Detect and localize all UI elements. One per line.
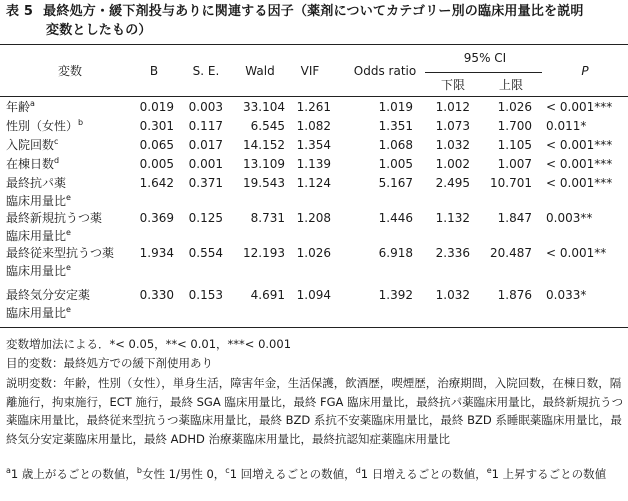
row-label-line2: 臨床用量比 — [6, 306, 67, 320]
row-label-sup2: e — [66, 305, 71, 314]
row-label-line2: 臨床用量比 — [6, 229, 67, 243]
cell-p: < 0.001** — [546, 246, 607, 260]
cell-hi: 1.007 — [497, 157, 532, 171]
header-p: P — [581, 64, 589, 78]
header-95ci: 95% CI — [463, 51, 507, 65]
note-text: 1 歳上がるごとの数値， — [10, 467, 137, 481]
cell-p: 0.003** — [546, 211, 593, 225]
cell-p: 0.033* — [546, 288, 587, 302]
bottom-rule — [0, 327, 628, 328]
cell-or: 5.167 — [378, 176, 413, 190]
row-label — [6, 174, 71, 210]
row-label-sup: c — [54, 137, 59, 146]
cell-wald: 33.104 — [243, 100, 285, 114]
cell-wald: 14.152 — [243, 138, 285, 152]
table-number: 表 5 — [6, 4, 34, 19]
cell-wald: 19.543 — [243, 176, 285, 190]
cell-or: 1.019 — [378, 100, 413, 114]
cell-lo: 1.132 — [435, 211, 470, 225]
cell-lo: 1.073 — [435, 119, 470, 133]
cell-wald: 4.691 — [250, 288, 285, 302]
cell-b: 0.065 — [139, 138, 174, 152]
cell-lo: 2.336 — [435, 246, 470, 260]
cell-hi: 1.026 — [497, 100, 532, 114]
table-title-line1: 最終処方・緩下剤投与ありに関連する因子（薬剤についてカテゴリー別の臨床用量比を説明 — [43, 4, 584, 19]
row-label — [6, 155, 59, 173]
cell-p: < 0.001*** — [546, 138, 613, 152]
cell-or: 1.068 — [378, 138, 413, 152]
header-odds-ratio: Odds ratio — [353, 64, 417, 78]
row-label-text: 最終新規抗うつ薬 — [6, 211, 103, 225]
footnote-target: 目的変数：最終処方での緩下剤使用あり — [6, 356, 213, 370]
row-label-text: 年齢 — [6, 100, 31, 114]
row-label — [6, 244, 114, 280]
cell-b: 0.330 — [139, 288, 174, 302]
cell-hi: 10.701 — [490, 176, 532, 190]
note-sup: d — [355, 466, 361, 476]
note-text: 1 上昇するごとの数値 — [491, 467, 607, 481]
cell-p: < 0.001*** — [546, 176, 613, 190]
row-label — [6, 98, 35, 116]
note-sup: e — [486, 466, 492, 476]
row-label — [6, 209, 102, 245]
cell-vif: 1.082 — [296, 119, 331, 133]
cell-vif: 1.354 — [296, 138, 331, 152]
cell-lo: 1.032 — [435, 138, 470, 152]
row-label-sup: a — [30, 99, 35, 108]
cell-or: 1.005 — [378, 157, 413, 171]
note-text: 1 回増えるごとの数値， — [229, 467, 356, 481]
cell-b: 1.642 — [139, 176, 174, 190]
cell-lo: 1.032 — [435, 288, 470, 302]
cell-vif: 1.139 — [296, 157, 331, 171]
cell-se: 0.554 — [188, 246, 223, 260]
footnote-method: 変数増加法による．*< 0.05，**< 0.01，***< 0.001 — [6, 337, 292, 351]
row-label-sup: b — [78, 118, 84, 127]
top-rule — [0, 44, 628, 45]
note-sup: b — [136, 466, 142, 476]
cell-or: 6.918 — [378, 246, 413, 260]
note-text: 1 日増えるごとの数値， — [360, 467, 487, 481]
cell-vif: 1.094 — [296, 288, 331, 302]
cell-b: 0.369 — [139, 211, 174, 225]
row-label — [6, 136, 58, 154]
cell-hi: 1.876 — [497, 288, 532, 302]
row-label-sup2: e — [66, 228, 71, 237]
header-b: B — [149, 64, 159, 78]
header-vif: VIF — [300, 64, 320, 78]
cell-se: 0.017 — [188, 138, 223, 152]
cell-vif: 1.208 — [296, 211, 331, 225]
cell-p: < 0.001*** — [546, 157, 613, 171]
header-upper: 上限 — [498, 78, 523, 92]
cell-wald: 13.109 — [243, 157, 285, 171]
cell-lo: 1.002 — [435, 157, 470, 171]
row-label-line2: 臨床用量比 — [6, 194, 67, 208]
row-label — [6, 286, 90, 322]
footnote-explanatory: 説明変数：年齢，性別（女性），単身生活，障害年金，生活保護，飲酒歴，喫煙歴，治療期間，入院回数，在棟日数，隔離施行，拘束施行，ECT 施行，最終 SGA 臨床用量比，最終 FGA 臨床用量比，最終抗パ薬臨床用量比，最終新規抗うつ薬臨床用量比，最終従来型抗うつ薬臨床用量比，最終 BZD 系抗不安薬臨床用量比，最終 BZD 系睡眠薬臨床用量比，最終気分安定薬臨床用量比，最終 ADHD 治療薬臨床用量比，最終抗認知症薬臨床用量比 — [6, 376, 624, 446]
note-text: 女性 1/男性 0， — [141, 467, 226, 481]
header-lower: 下限 — [440, 78, 465, 92]
cell-se: 0.003 — [188, 100, 223, 114]
cell-b: 0.301 — [139, 119, 174, 133]
table-title — [6, 2, 622, 40]
cell-se: 0.117 — [188, 119, 223, 133]
cell-or: 1.351 — [378, 119, 413, 133]
row-label-text: 最終気分安定薬 — [6, 288, 91, 302]
cell-or: 1.446 — [378, 211, 413, 225]
cell-se: 0.371 — [188, 176, 223, 190]
row-label-text: 最終従来型抗うつ薬 — [6, 246, 115, 260]
cell-hi: 1.847 — [497, 211, 532, 225]
cell-hi: 20.487 — [490, 246, 532, 260]
cell-se: 0.153 — [188, 288, 223, 302]
cell-vif: 1.261 — [296, 100, 331, 114]
note-sup: a — [6, 466, 11, 476]
row-label-sup2: e — [66, 263, 71, 272]
row-label-sup: d — [54, 156, 60, 165]
footnote-notes — [6, 466, 624, 483]
cell-hi: 1.105 — [497, 138, 532, 152]
cell-b: 0.005 — [139, 157, 174, 171]
cell-b: 1.934 — [139, 246, 174, 260]
cell-wald: 12.193 — [243, 246, 285, 260]
cell-p: 0.011* — [546, 119, 587, 133]
cell-or: 1.392 — [378, 288, 413, 302]
row-label-sup2: e — [66, 193, 71, 202]
header-variable: 変数 — [57, 64, 82, 78]
row-label-text: 最終抗パ薬 — [6, 176, 67, 190]
row-label — [6, 117, 83, 135]
ci-rule — [425, 72, 542, 73]
cell-wald: 8.731 — [250, 211, 285, 225]
cell-lo: 2.495 — [435, 176, 470, 190]
cell-lo: 1.012 — [435, 100, 470, 114]
cell-se: 0.125 — [188, 211, 223, 225]
row-label-text: 在棟日数 — [6, 157, 55, 171]
cell-se: 0.001 — [188, 157, 223, 171]
note-sup: c — [225, 466, 230, 476]
cell-b: 0.019 — [139, 100, 174, 114]
row-label-text: 性別（女性） — [6, 119, 79, 133]
header-wald: Wald — [245, 64, 275, 78]
cell-hi: 1.700 — [497, 119, 532, 133]
row-label-line2: 臨床用量比 — [6, 264, 67, 278]
header-rule — [0, 96, 628, 97]
cell-wald: 6.545 — [250, 119, 285, 133]
header-se: S. E. — [192, 64, 220, 78]
table-title-line2: 変数としたもの） — [46, 23, 152, 38]
cell-vif: 1.026 — [296, 246, 331, 260]
row-label-text: 入院回数 — [6, 138, 55, 152]
cell-p: < 0.001*** — [546, 100, 613, 114]
cell-vif: 1.124 — [296, 176, 331, 190]
